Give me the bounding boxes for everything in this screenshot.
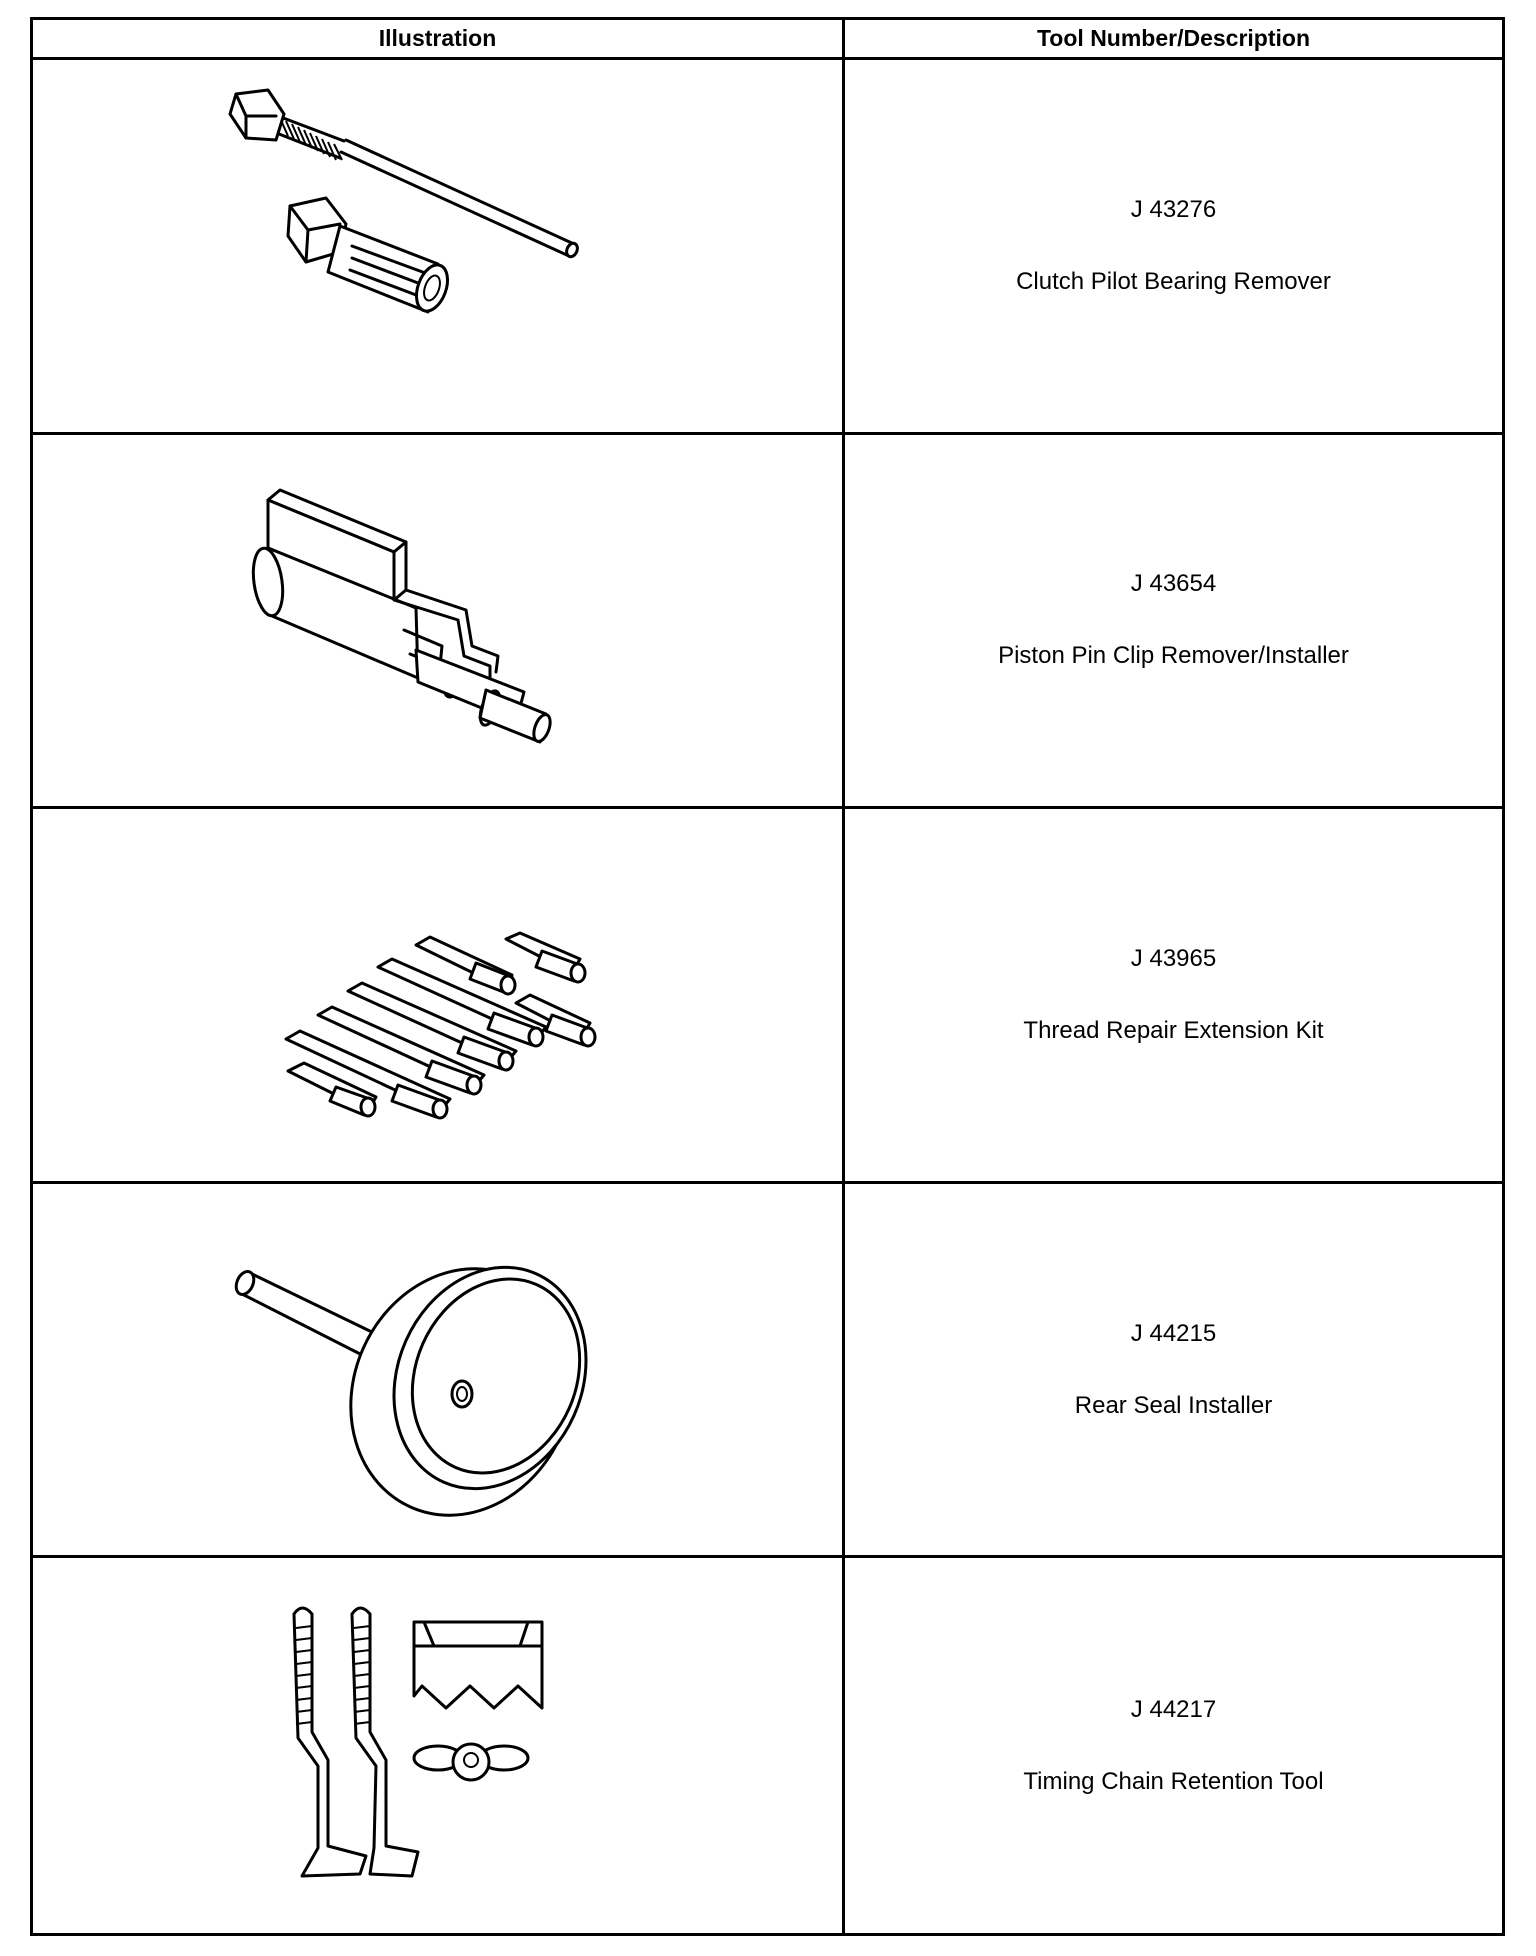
tool-number: J 43654 [1130,570,1217,598]
tool-description: Timing Chain Retention Tool [1023,1767,1324,1795]
illustration-cell [33,435,845,810]
tool-number: J 44217 [1130,1695,1217,1723]
timing-chain-retention-tool-icon [228,1586,648,1906]
clutch-pilot-bearing-remover-icon [228,86,648,406]
header-illustration: Illustration [33,20,845,60]
tool-number: J 43276 [1130,195,1217,223]
illustration-cell [33,809,845,1184]
header-tool-description: Tool Number/Description [845,20,1502,60]
tool-description: Piston Pin Clip Remover/Installer [998,642,1349,670]
description-cell [845,809,1502,1184]
illustration-cell [33,60,845,435]
description-cell [845,1558,1502,1933]
illustration-cell [33,1184,845,1559]
tool-description: Clutch Pilot Bearing Remover [1016,267,1331,295]
tool-number: J 44215 [1130,1319,1217,1347]
description-cell [845,435,1502,810]
piston-pin-clip-tool-icon [228,460,648,780]
tool-description: Thread Repair Extension Kit [1023,1016,1324,1044]
tool-table [30,17,1505,1936]
description-cell [845,1184,1502,1559]
description-cell [845,60,1502,435]
rear-seal-installer-icon [228,1210,648,1530]
tool-description: Rear Seal Installer [1074,1391,1273,1419]
tool-number: J 43965 [1130,944,1217,972]
illustration-cell [33,1558,845,1933]
thread-repair-extensions-icon [228,835,648,1155]
